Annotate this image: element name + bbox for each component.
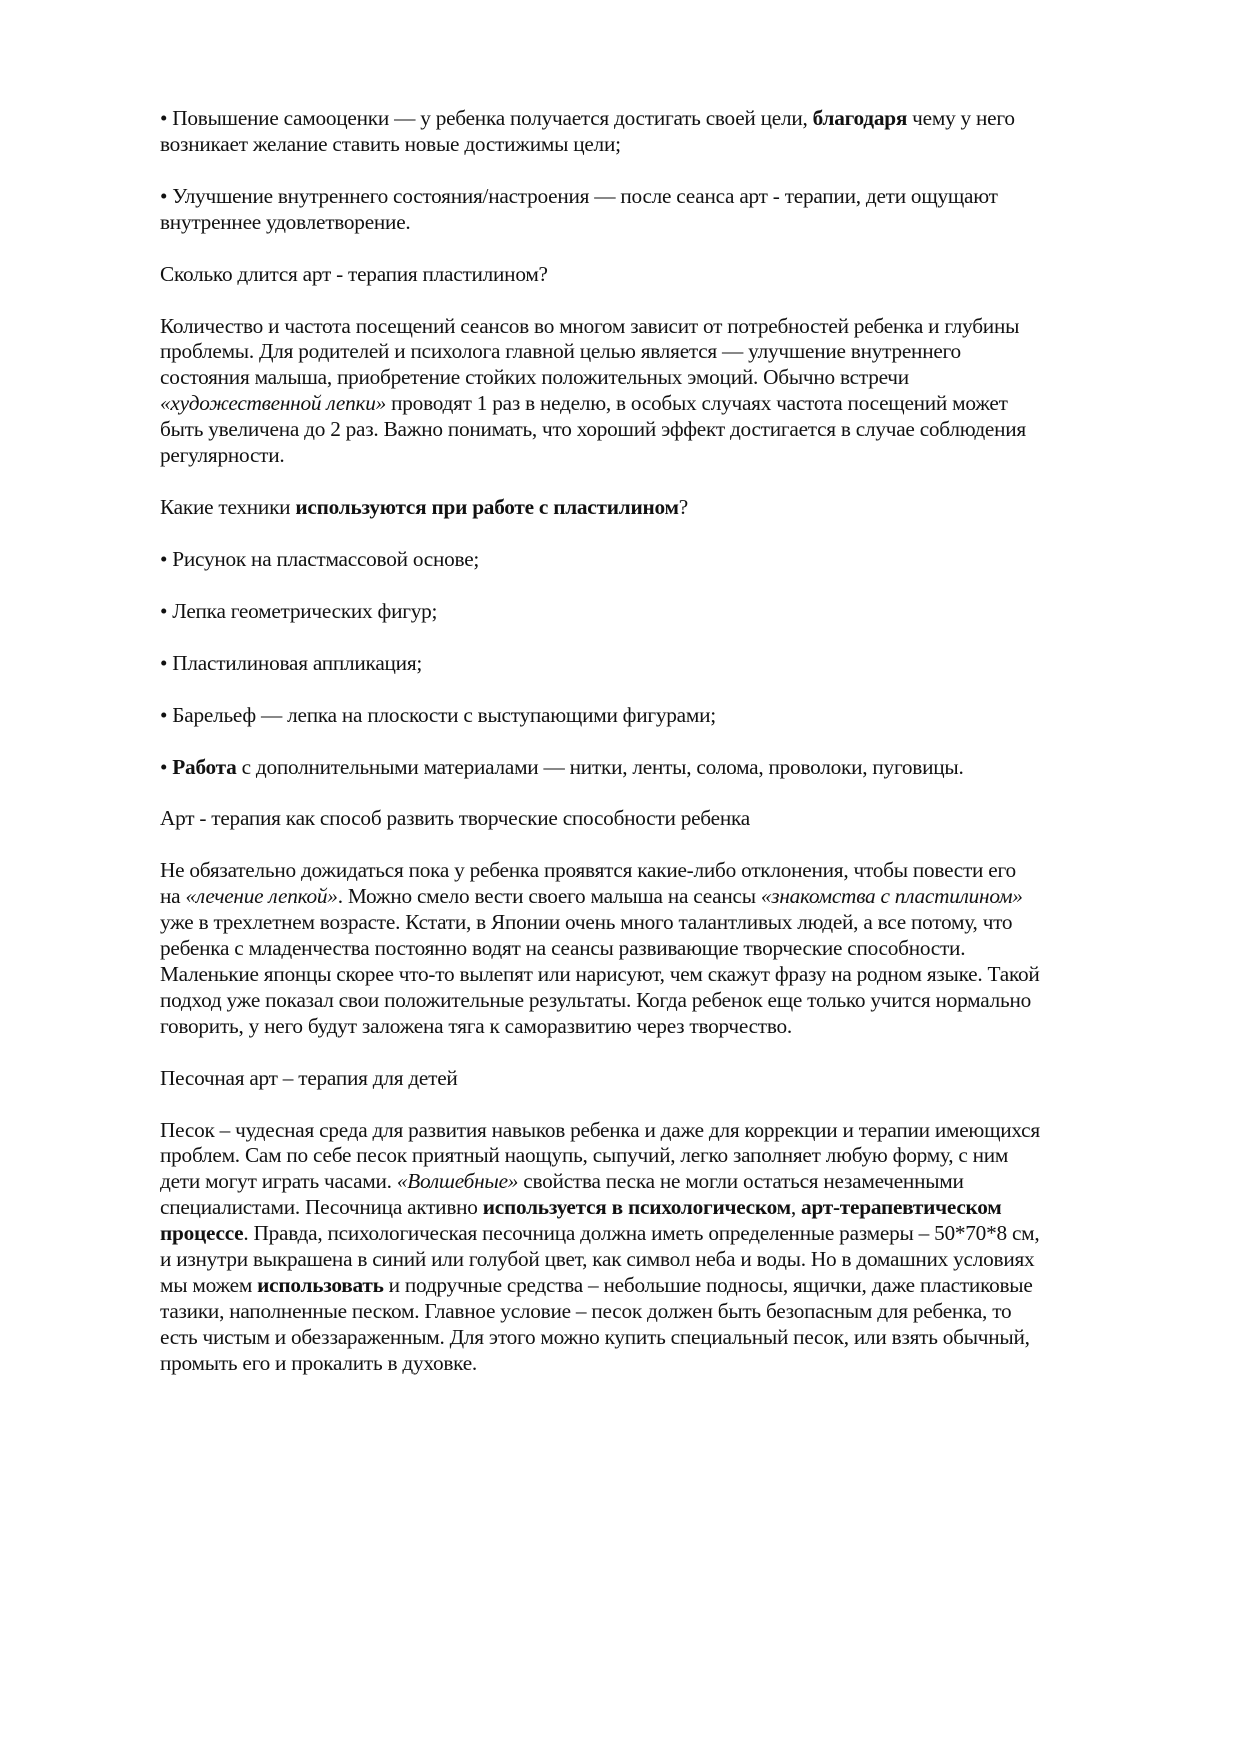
bold-text-run: благодаря <box>812 106 908 130</box>
text-run: • Улучшение внутреннего состояния/настроения — после сеанса арт - терапии, дети ощущают внутреннее удовлетворение. <box>160 183 998 234</box>
text-run: • Лепка геометрических фигур; <box>160 598 438 623</box>
text-run: Песок – чудесная среда для развития навыков ребенка и даже для коррекции и терапии имеющихся проблем. Сам по себе песок приятный наощупь, сыпучий, легко заполняет любую форму, с ним дети могут играть часами. <box>160 1117 1040 1194</box>
heading-techniques <box>160 495 1040 521</box>
heading-text: Сколько длится арт - терапия пластилином? <box>160 261 548 286</box>
text-run: проводят 1 раз в неделю, в особых случаях частота посещений может быть увеличена до 2 раз. Важно понимать, что хороший эффект достигается в случае соблюдения регулярности. <box>160 391 1026 468</box>
text-run: и подручные средства – небольшие подносы, ящички, даже пластиковые тазики, наполненные песком. Главное условие – песок должен быть безопасным для ребенка, то есть чистым и обеззараженным. Для этого можно купить специальный песок, или взять обычный, промыть его и прокалить в духовке. <box>160 1273 1033 1375</box>
italic-text-run: «знакомства с пластилином» <box>760 884 1023 909</box>
bold-text-run: Работа <box>172 754 237 779</box>
italic-text-run: «художественной лепки» <box>160 391 387 416</box>
bold-text-run: используется в психологическом <box>482 1195 791 1220</box>
italic-text-run: «лечение лепкой» <box>185 884 338 909</box>
text-run: • Повышение самооценки — у ребенка получается достигать своей цели, <box>160 106 813 130</box>
text-run: . Правда, психологическая песочница должна иметь определенные размеры – 50*70*8 см, и изнутри выкрашена в синий или голубой цвет, как символ неба и воды. Но в домашних условиях мы можем <box>160 1221 1040 1297</box>
bullet-drawing <box>160 547 1040 573</box>
bullet-geometric <box>160 599 1040 625</box>
heading-text: Арт - терапия как способ развить творческие способности ребенка <box>160 806 750 831</box>
text-run: . Можно смело вести своего малыша на сеансы <box>337 884 761 909</box>
text-run: с дополнительными материалами — нитки, ленты, солома, проволоки, пуговицы. <box>236 754 964 779</box>
bullet-self-esteem <box>160 106 1040 158</box>
bullet-applique <box>160 651 1040 677</box>
text-run: • Рисунок на пластмассовой основе; <box>160 546 480 571</box>
text-run: • <box>160 754 173 779</box>
paragraph-sand <box>160 1118 1040 1377</box>
bold-text-run: используются при работе с пластилином <box>295 494 679 519</box>
italic-text-run: «Волшебные» <box>396 1169 519 1194</box>
bullet-materials <box>160 755 1040 781</box>
heading-text: Какие техники <box>160 494 296 519</box>
bold-text-run: использовать <box>257 1273 384 1297</box>
text-run: • Пластилиновая аппликация; <box>160 650 423 675</box>
heading-text: Песочная арт – терапия для детей <box>160 1065 458 1090</box>
paragraph-japan <box>160 858 1040 1039</box>
text-run: , <box>790 1195 802 1220</box>
text-run: чему у него возникает желание ставить новые достижимы цели; <box>160 106 1015 156</box>
heading-duration <box>160 262 1040 288</box>
bullet-mood <box>160 184 1040 236</box>
paragraph-frequency <box>160 314 1040 469</box>
heading-sand-therapy <box>160 1066 1040 1092</box>
text-run: Не обязательно дожидаться пока у ребенка проявятся какие-либо отклонения, чтобы повести его на <box>160 858 1016 909</box>
text-run: Количество и частота посещений сеансов во многом зависит от потребностей ребенка и глубины проблемы. Для родителей и психолога главной целью является — улучшение внутреннего состояния малыша, приобретение стойких положительных эмоций. Обычно встречи <box>160 313 1020 390</box>
text-run: свойства песка не могли остаться незамеченными специалистами. Песочница активно <box>160 1169 964 1220</box>
text-run: • Барельеф — лепка на плоскости с выступающими фигурами; <box>160 702 716 727</box>
heading-creativity <box>160 806 1040 832</box>
bold-text-run: арт-терапевтическом процессе <box>160 1195 1002 1246</box>
bullet-bas-relief <box>160 703 1040 729</box>
heading-text: ? <box>678 494 688 519</box>
document-page <box>160 106 1040 1403</box>
text-run: уже в трехлетнем возрасте. Кстати, в Японии очень много талантливых людей, а все потому, что ребенка с младенчества постоянно водят на сеансы развивающие творческие способности. Маленькие японцы скорее что-то вылепят или нарисуют, чем скажут фразу на родном языке. Такой подход уже показал свои положительные результаты. Когда ребенок еще только учится нормально говорить, у него будут заложена тяга к саморазвитию через творчество. <box>160 910 1040 1038</box>
